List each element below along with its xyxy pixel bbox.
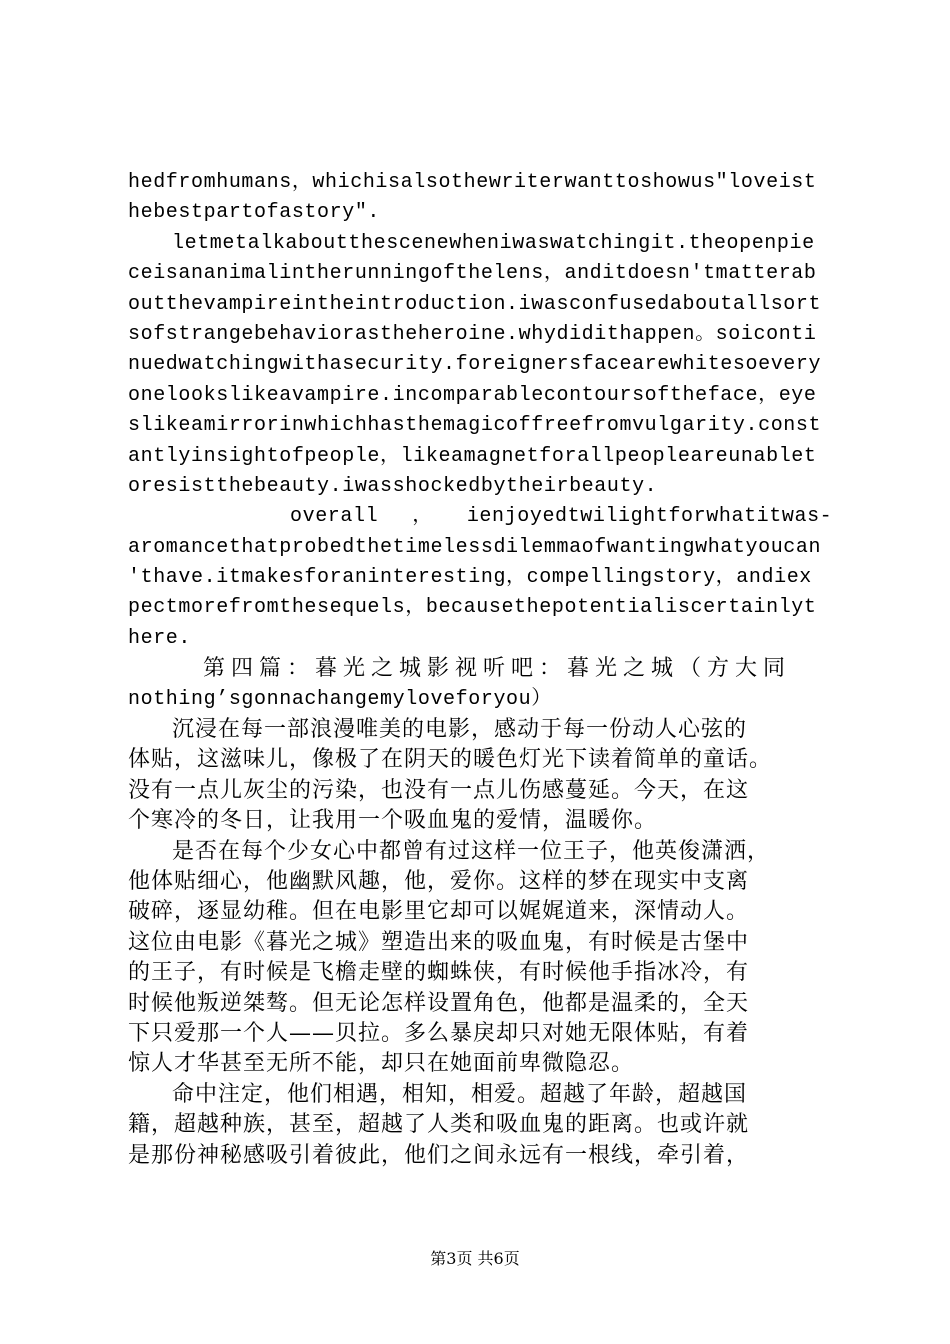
overall-comma: ， [412,505,433,529]
text-line: 下只爱那一个人——贝拉。多么暴戾却只对她无限体贴，有着 [128,1020,750,1046]
text-line: 时候他叛逆桀骜。但无论怎样设置角色，他都是温柔的，全天 [128,990,750,1016]
text-line: antlyinsightofpeople，likeamagnetforallpeopleareunablet [128,444,817,468]
overall-rest: ienjoyedtwilightforwhatitwas- [466,505,833,529]
overall-word: overall [290,505,379,529]
text-line: ceisananimalintherunningofthelens，anditdoesn'tmatterab [128,262,817,286]
text-line [128,502,833,532]
text-line: letmetalkaboutthescenewheniwaswatchingit.theopenpie [172,231,815,255]
text-line: outthevampireintheintroduction.iwasconfusedaboutallsort [128,292,822,316]
text-line: 沉浸在每一部浪漫唯美的电影，感动于每一份动人心弦的 [172,717,748,743]
text-line: 他体贴细心，他幽默风趣，他，爱你。这样的梦在现实中支离 [128,868,750,894]
text-line: aromancethatprobedthetimelessdilemmaofwantingwhatyoucan [128,535,822,559]
text-line: 的王子，有时候是飞檐走壁的蜘蛛侠，有时候他手指冰冷，有 [128,960,750,986]
text-line: 命中注定，他们相遇，相知，相爱。超越了年龄，超越国 [172,1081,748,1107]
page-footer: 第3页 共6页 [430,1249,520,1268]
text-line: oresistthebeauty.iwasshockedbytheirbeauty. [128,474,658,498]
text-line: 个寒冷的冬日，让我用一个吸血鬼的爱情，温暖你。 [128,808,658,834]
text-line: 籍，超越种族，甚至，超越了人类和吸血鬼的距离。也或许就 [128,1112,750,1138]
text-line: 是那份神秘感吸引着彼此，他们之间永远有一根线，牵引着， [128,1142,750,1168]
text-line: pectmorefromthesequels，becausethepotentialiscertainlyt [128,596,817,620]
body-text [128,168,833,1171]
text-line: hedfromhumans，whichisalsothewriterwanttoshowus"loveist [128,171,817,194]
text-line: 是否在每个少女心中都曾有过这样一位王子，他英俊潇洒， [172,838,771,864]
text-line: 破碎，逐显幼稚。但在电影里它却可以娓娓道来，深情动人。 [128,899,750,925]
text-line: nuedwatchingwithasecurity.foreignersfacearewhitesoevery [128,353,822,377]
text-line: slikeamirrorinwhichhasthemagicoffreefromvulgarity.const [128,414,822,438]
text-line: hebestpartofastory". [128,201,381,225]
text-line: 这位由电影《暮光之城》塑造出来的吸血鬼，有时候是古堡中 [128,929,750,955]
text-line: here. [128,626,192,650]
text-line: 体贴，这滋味儿，像极了在阴天的暖色灯光下读着简单的童话。 [128,747,773,773]
section-heading-cont: nothing’sgonnachangemyloveforyou） [128,687,552,711]
text-line: 'thave.itmakesforaninteresting，compellingstory，andiex [128,566,812,590]
text-line: 惊人才华甚至无所不能，却只在她面前卑微隐忍。 [128,1051,635,1077]
section-heading: 第四篇：暮光之城影视听吧：暮光之城（方大同 [203,656,792,682]
text-line: 没有一点儿灰尘的污染，也没有一点儿伤感蔓延。今天，在这 [128,777,750,803]
text-line: sofstrangebehaviorastheheroine.whydidithappen。soiconti [128,322,817,346]
text-line: onelookslikeavampire.incomparablecontoursoftheface，eye [128,383,817,407]
